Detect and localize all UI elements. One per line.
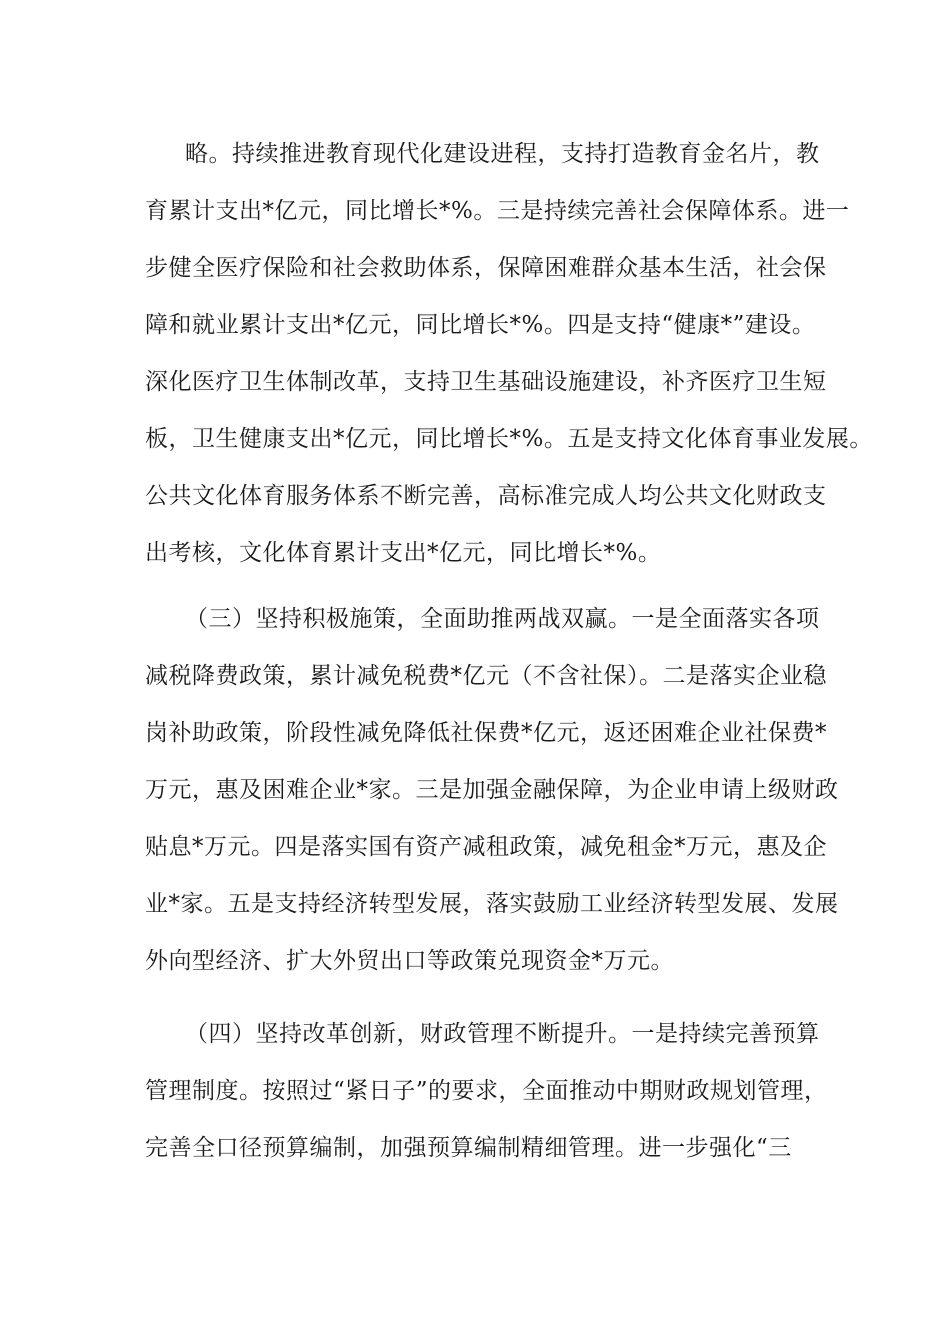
para-1-line-2: 育累计支出*亿元，同比增长*%。三是持续完善社会保障体系。进一 xyxy=(145,198,850,224)
para-3-line-2: 管理制度。按照过“紧日子”的要求，全面推动中期财政规划管理， xyxy=(145,1078,828,1104)
para-2-line-7: 外向型经济、扩大外贸出口等政策兑现资金*万元。 xyxy=(145,948,674,974)
para-1-line-8: 出考核，文化体育累计支出*亿元，同比增长*%。 xyxy=(145,540,662,566)
para-2-line-4: 万元，惠及困难企业*家。三是加强金融保障，为企业申请上级财政 xyxy=(145,777,839,803)
para-2-line-5: 贴息*万元。四是落实国有资产减租政策，减免租金*万元，惠及企 xyxy=(145,834,827,860)
para-3-line-3: 完善全口径预算编制，加强预算编制精细管理。进一步强化“三 xyxy=(145,1135,792,1161)
para-1-line-7: 公共文化体育服务体系不断完善，高标准完成人均公共文化财政支 xyxy=(145,483,827,509)
para-2-line-1: （三）坚持积极施策，全面助推两战双赢。一是全面落实各项 xyxy=(185,606,820,632)
para-1-line-5: 深化医疗卫生体制改革，支持卫生基础设施建设，补齐医疗卫生短 xyxy=(145,369,827,395)
para-1-line-4: 障和就业累计支出*亿元，同比增长*%。四是支持“健康*”建设。 xyxy=(145,312,816,338)
para-2-line-6: 业*家。五是支持经济转型发展，落实鼓励工业经济转型发展、发展 xyxy=(145,891,839,917)
para-1-line-6: 板，卫生健康支出*亿元，同比增长*%。五是支持文化体育事业发展。 xyxy=(145,426,873,452)
para-2-line-3: 岗补助政策，阶段性减免降低社保费*亿元，返还困难企业社保费* xyxy=(145,720,827,746)
para-2-line-2: 减税降费政策，累计减免税费*亿元（不含社保）。二是落实企业稳 xyxy=(145,663,827,689)
para-1-line-3: 步健全医疗保险和社会救助体系，保障困难群众基本生活，社会保 xyxy=(145,255,827,281)
para-1-line-1: 略。持续推进教育现代化建设进程，支持打造教育金名片，教 xyxy=(185,141,820,167)
para-3-line-1: （四）坚持改革创新，财政管理不断提升。一是持续完善预算 xyxy=(185,1021,820,1047)
